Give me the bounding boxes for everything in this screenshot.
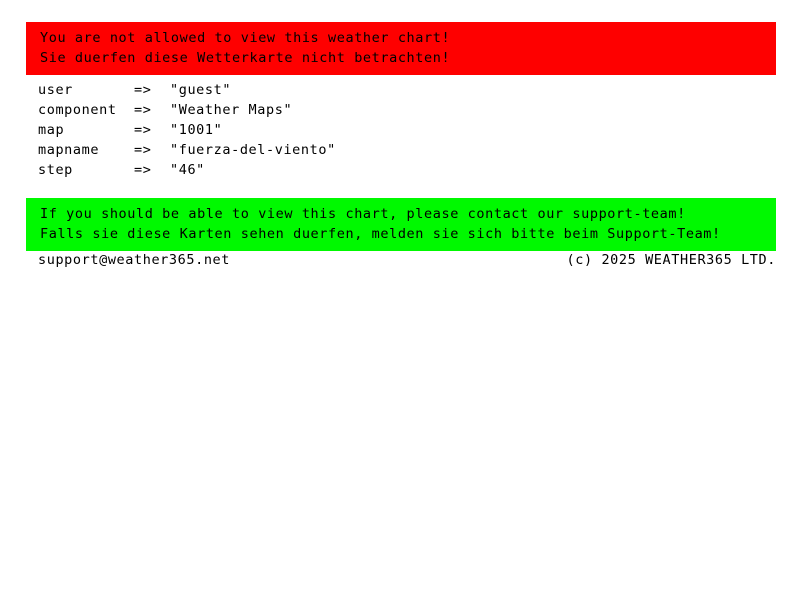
detail-key: mapname xyxy=(38,142,100,158)
info-banner-line-en: If you should be able to view this chart, please contact our support-team! xyxy=(40,206,686,222)
detail-value: "guest" xyxy=(170,82,232,98)
info-banner-line-de: Falls sie diese Karten sehen duerfen, melden sie sich bitte beim Support-Team! xyxy=(40,226,721,242)
detail-key: user xyxy=(38,82,73,98)
detail-value: "46" xyxy=(170,162,205,178)
detail-row xyxy=(38,140,336,160)
detail-row xyxy=(38,120,336,140)
detail-row xyxy=(38,160,336,180)
footer xyxy=(38,250,776,270)
detail-arrow: => xyxy=(134,82,152,98)
detail-key: map xyxy=(38,122,65,138)
detail-value: "fuerza-del-viento" xyxy=(170,142,336,158)
detail-key: component xyxy=(38,102,117,118)
detail-arrow: => xyxy=(134,122,152,138)
detail-arrow: => xyxy=(134,142,152,158)
error-banner xyxy=(26,22,776,75)
detail-arrow: => xyxy=(134,162,152,178)
info-banner xyxy=(26,198,776,251)
error-banner-line-en: You are not allowed to view this weather chart! xyxy=(40,30,451,46)
detail-value: "Weather Maps" xyxy=(170,102,293,118)
error-banner-line-de: Sie duerfen diese Wetterkarte nicht betrachten! xyxy=(40,50,451,66)
detail-row xyxy=(38,80,336,100)
detail-key: step xyxy=(38,162,73,178)
support-email-link[interactable]: support@weather365.net xyxy=(38,252,231,268)
detail-arrow: => xyxy=(134,102,152,118)
detail-value: "1001" xyxy=(170,122,223,138)
copyright-text: (c) 2025 WEATHER365 LTD. xyxy=(566,252,776,268)
detail-row xyxy=(38,100,336,120)
request-details xyxy=(38,80,336,180)
